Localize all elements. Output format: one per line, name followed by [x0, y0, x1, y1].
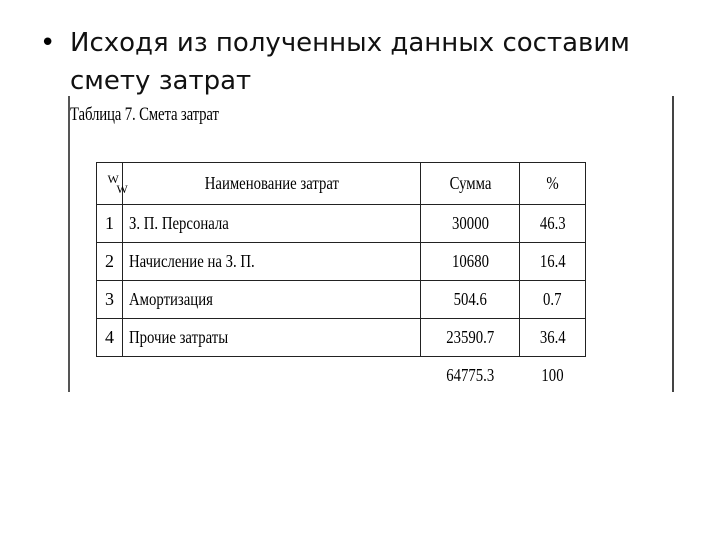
bullet-text — [70, 24, 630, 100]
header-number-top: W — [107, 171, 119, 186]
scan-right-edge — [672, 96, 674, 392]
table-row — [97, 281, 586, 319]
bullet-marker: • — [40, 28, 56, 58]
table-row — [97, 319, 586, 357]
bullet-text-line-2: смету затрат — [70, 66, 252, 96]
header-number-bottom: W — [116, 181, 128, 196]
row-sum: 504.6 — [421, 281, 520, 319]
header-name: Наименование затрат — [123, 163, 421, 205]
row-sum: 23590.7 — [421, 319, 520, 357]
table-total-row — [97, 357, 586, 395]
row-sum: 10680 — [421, 243, 520, 281]
header-percent: % — [520, 163, 586, 205]
row-name: Начисление на З. П. — [123, 243, 421, 281]
total-empty-name — [123, 357, 421, 395]
row-percent: 46.3 — [520, 205, 586, 243]
table-header-row — [97, 163, 586, 205]
row-number: 1 — [97, 205, 123, 243]
row-name: З. П. Персонала — [123, 205, 421, 243]
header-sum: Сумма — [421, 163, 520, 205]
scan-left-edge — [68, 96, 70, 392]
total-sum: 64775.3 — [446, 365, 494, 385]
table-row — [97, 243, 586, 281]
row-percent: 16.4 — [520, 243, 586, 281]
total-empty-number — [97, 357, 123, 395]
bullet-text-line-1: Исходя из полученных данных составим — [70, 28, 630, 58]
row-percent: 0.7 — [520, 281, 586, 319]
row-percent: 36.4 — [520, 319, 586, 357]
bullet-point — [40, 24, 680, 100]
row-name: Амортизация — [123, 281, 421, 319]
row-name: Прочие затраты — [123, 319, 421, 357]
total-percent: 100 — [541, 365, 564, 385]
row-number: 4 — [97, 319, 123, 357]
row-number: 2 — [97, 243, 123, 281]
table-caption: Таблица 7. Смета затрат — [70, 104, 219, 125]
header-number — [97, 163, 128, 205]
table-scan-image — [68, 96, 674, 396]
cost-estimate-table — [96, 162, 586, 394]
row-number: 3 — [97, 281, 123, 319]
row-sum: 30000 — [421, 205, 520, 243]
table-row — [97, 205, 586, 243]
